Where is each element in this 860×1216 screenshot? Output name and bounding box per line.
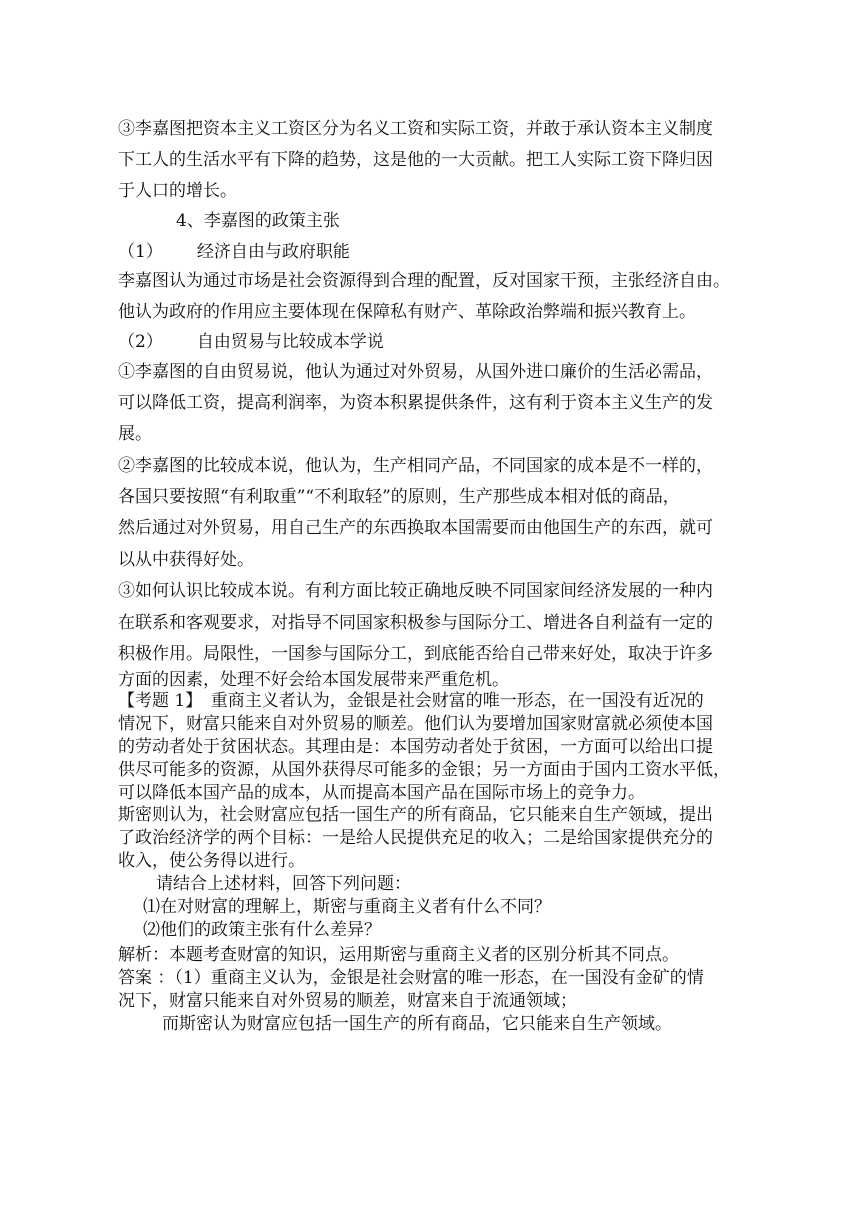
subsection-number: （2） bbox=[118, 332, 163, 352]
paragraph-line: 他认为政府的作用应主要体现在保障私有财产、革除政治弊端和振兴教育上。 bbox=[118, 302, 696, 322]
paragraph-line: 积极作用。局限性，一国参与国际分工，到底能否给自己带来好处，取决于许多 bbox=[118, 644, 713, 664]
answer-line: 答案 ：（1）重商主义认为，金银是社会财富的唯一形态，在一国没有金矿的情 bbox=[118, 968, 704, 988]
paragraph-line: 然后通过对外贸易，用自己生产的东西换取本国需要而由他国生产的东西，就可 bbox=[118, 518, 713, 538]
exam-question-line: 供尽可能多的资源，从国外获得尽可能多的金银；另一方面由于国内工资水平低， bbox=[118, 760, 730, 780]
question-prompt: 请结合上述材料，回答下列问题： bbox=[156, 874, 411, 894]
subsection-number: （1） bbox=[118, 242, 163, 262]
subsection-title: 自由贸易与比较成本学说 bbox=[196, 332, 384, 352]
exam-question-line: 【考题 1】 重商主义者认为，金银是社会财富的唯一形态，在一国没有近况的 bbox=[118, 691, 704, 711]
paragraph-line: 展。 bbox=[118, 424, 152, 444]
paragraph-line: 可以降低工资，提高利润率，为资本积累提供条件，这有利于资本主义生产的发 bbox=[118, 393, 713, 413]
exam-question-line: 收入，使公务得以进行。 bbox=[118, 851, 305, 871]
exam-question-line: 斯密则认为，社会财富应包括一国生产的所有商品，它只能来自生产领域，提出 bbox=[118, 805, 713, 825]
paragraph-line: ①李嘉图的自由贸易说，他认为通过对外贸易，从国外进口廉价的生活必需品， bbox=[118, 362, 713, 382]
section-heading: 4、李嘉图的政策主张 bbox=[176, 211, 340, 231]
paragraph-line: 李嘉图认为通过市场是社会资源得到合理的配置，反对国家干预，主张经济自由。 bbox=[118, 271, 730, 291]
paragraph-line: ②李嘉图的比较成本说，他认为，生产相同产品，不同国家的成本是不一样的， bbox=[118, 456, 713, 476]
exam-question-line: 的劳动者处于贫困状态。其理由是：本国劳动者处于贫困，一方面可以给出口提 bbox=[118, 737, 713, 757]
exam-question-line: 情况下，财富只能来自对外贸易的顺差。他们认为要增加国家财富就必须使本国 bbox=[118, 714, 713, 734]
subsection-heading bbox=[118, 327, 384, 352]
question-item-2: ⑵他们的政策主张有什么差异？ bbox=[143, 920, 381, 940]
subsection-title: 经济自由与政府职能 bbox=[196, 242, 350, 262]
analysis-line: 解析：本题考查财富的知识，运用斯密与重商主义者的区别分析其不同点。 bbox=[118, 945, 679, 965]
answer-line: 而斯密认为财富应包括一国生产的所有商品，它只能来自生产领域。 bbox=[162, 1014, 672, 1034]
paragraph-line: 各国只要按照“有利取重”“不利取轻”的原则，生产那些成本相对低的商品， bbox=[118, 487, 680, 507]
paragraph-line: ③如何认识比较成本说。有利方面比较正确地反映不同国家间经济发展的一种内 bbox=[118, 581, 713, 601]
exam-question-line: 了政治经济学的两个目标：一是给人民提供充足的收入；二是给国家提供充分的 bbox=[118, 828, 713, 848]
paragraph-line: 在联系和客观要求，对指导不同国家积极参与国际分工、增进各自利益有一定的 bbox=[118, 613, 713, 633]
answer-line: 况下，财富只能来自对外贸易的顺差，财富来自于流通领域； bbox=[118, 991, 577, 1011]
paragraph-line: 方面的因素，处理不好会给本国发展带来严重危机。 bbox=[118, 670, 509, 690]
subsection-heading bbox=[118, 237, 350, 262]
paragraph-line: 于人口的增长。 bbox=[118, 181, 237, 201]
paragraph-line: 下工人的生活水平有下降的趋势，这是他的一大贡献。把工人实际工资下降归因 bbox=[118, 150, 713, 170]
paragraph-line: ③李嘉图把资本主义工资区分为名义工资和实际工资，并敢于承认资本主义制度 bbox=[118, 119, 713, 139]
question-item-1: ⑴在对财富的理解上，斯密与重商主义者有什么不同？ bbox=[143, 897, 551, 917]
paragraph-line: 以从中获得好处。 bbox=[118, 550, 254, 570]
exam-question-line: 可以降低本国产品的成本，从而提高本国产品在国际市场上的竞争力。 bbox=[118, 783, 645, 803]
